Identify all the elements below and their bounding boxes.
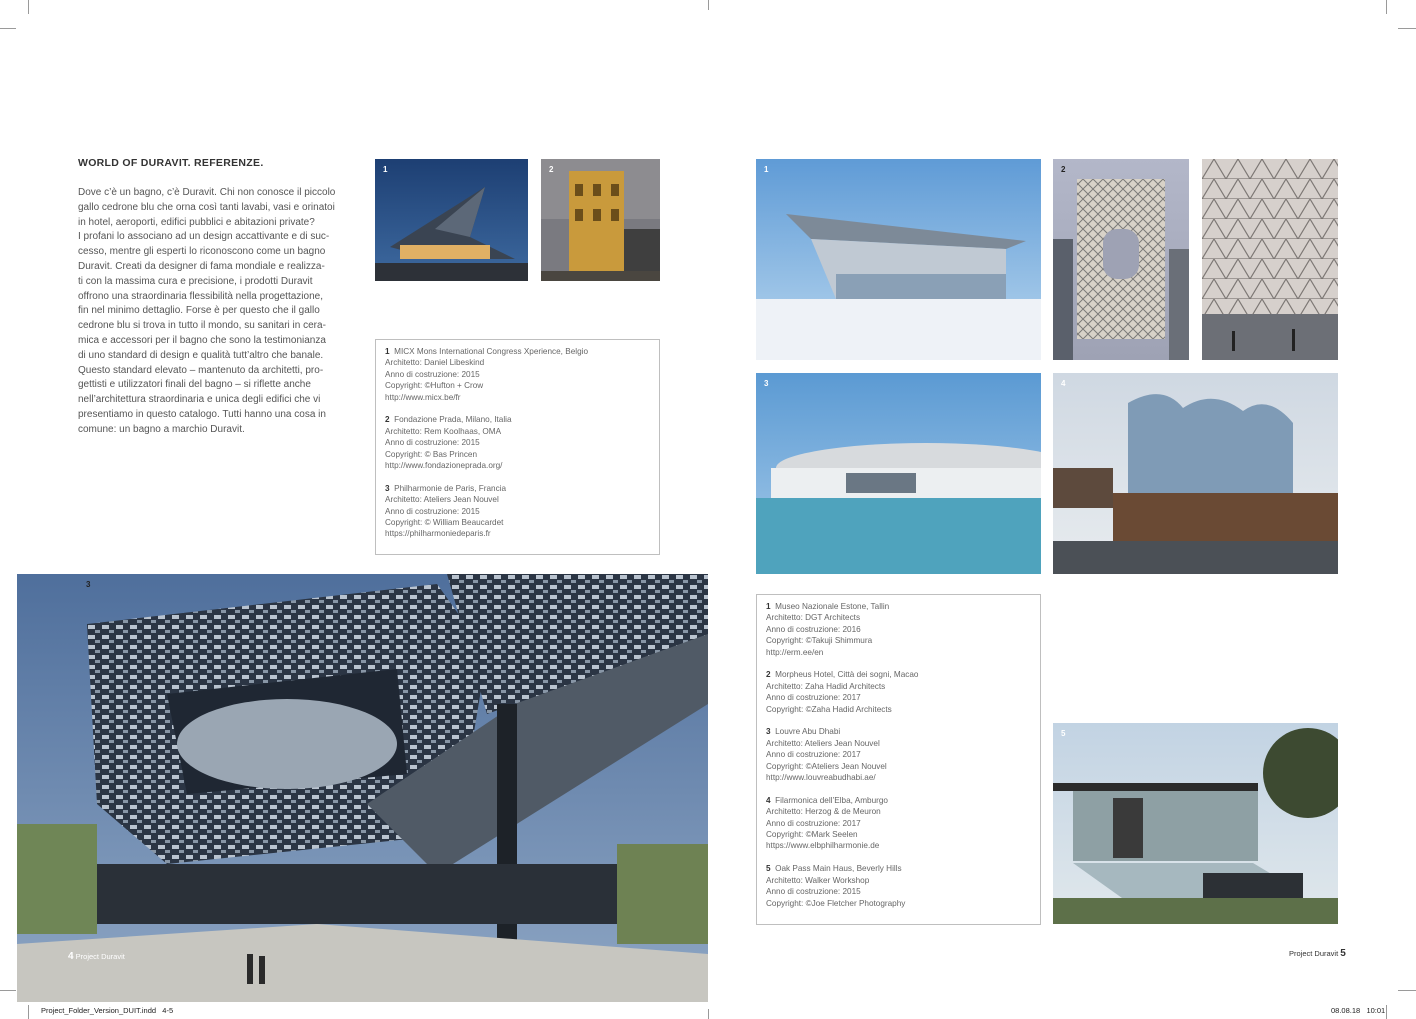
page-title: WORLD OF DURAVIT. REFERENZE. xyxy=(78,157,264,169)
photo-micx xyxy=(375,159,528,281)
crop-mark xyxy=(1398,990,1416,991)
photo-fondazione-prada xyxy=(541,159,660,281)
caption-box-right xyxy=(756,594,1041,925)
caption-item: 2 Morpheus Hotel, Città dei sogni, Macao Architetto: Zaha Hadid Architects Anno di costruzione: 2017 Copyright: ©Zaha Hadid Architects xyxy=(766,670,919,714)
page-folio-right: Project Duravit 5 xyxy=(1289,948,1346,959)
photo-number: 1 xyxy=(383,165,388,174)
crop-mark xyxy=(28,1005,29,1019)
photo-number: 3 xyxy=(86,580,91,589)
photo-number: 2 xyxy=(1061,165,1066,174)
footer-date: 08.08.18 10:01 xyxy=(1331,1006,1386,1015)
photo-museo-estone xyxy=(756,159,1041,360)
caption-item: 1 MICX Mons International Congress Xperience, Belgio Architetto: Daniel Libeskind Anno di costruzione: 2015 Copyright: ©Hufton + Crow http://www.micx.be/fr xyxy=(385,347,588,402)
crop-mark xyxy=(708,1009,709,1019)
caption-item: 3 Louvre Abu Dhabi Architetto: Ateliers Jean Nouvel Anno di costruzione: 2017 Copyright: ©Ateliers Jean Nouvel http://www.louvreabudhabi.ae/ xyxy=(766,727,887,783)
photo-number: 4 xyxy=(1061,379,1066,388)
photo-louvre-abu-dhabi xyxy=(756,373,1041,574)
photo-philharmonie xyxy=(17,574,708,1002)
caption-item: 2 Fondazione Prada, Milano, Italia Architetto: Rem Koolhaas, OMA Anno di costruzione: 2015 Copyright: © Bas Princen http://www.fondazioneprada.org/ xyxy=(385,415,512,471)
crop-mark xyxy=(0,28,16,29)
caption-item: 5 Oak Pass Main Haus, Beverly Hills Architetto: Walker Workshop Anno di costruzione: 2015 Copyright: ©Joe Fletcher Photography xyxy=(766,864,906,908)
crop-mark xyxy=(0,990,16,991)
photo-elbphilharmonie xyxy=(1053,373,1338,574)
photo-oak-pass-haus xyxy=(1053,723,1338,924)
footer-file-name: Project_Folder_Version_DUIT.indd 4-5 xyxy=(41,1006,174,1015)
crop-mark xyxy=(1386,1005,1387,1019)
caption-box-left xyxy=(375,339,660,555)
caption-item: 1 Museo Nazionale Estone, Tallin Architetto: DGT Architects Anno di costruzione: 2016 Copyright: ©Takuji Shimmura http://erm.ee/en xyxy=(766,602,890,657)
intro-text: Dove c’è un bagno, c’è Duravit. Chi non conosce il piccolo gallo cedrone blu che orna così tanti lavabi, vasi e orinatoi in hotel, aeroporti, edifici pubblici e abitazioni private? I profani lo associano ad un design accattivante e di suc- cesso, mentre gli esperti lo riconoscono come un bagno Duravit. Creati da designer di fama mondiale e realizza- ti con la massima cura e precisione, i prodotti Duravit offrono una straordinaria flessibilità nella progettazione, fin nel minimo dettaglio. Forse è per questo che il gallo cedrone blu si trova in tutto il mondo, su sanitari in cera- mica e accessori per il bagno che sono la testimonianza di uno standard di design e qualità tutt’altro che banale. Questo standard elevato – mantenuto da architetti, pro- gettisti e utilizzatori finali del bagno – si riflette anche nell’architettura straordinaria e unica degli edifici che vi presentiamo in questo catalogo. Tutti hanno una cosa in comune: un bagno a marchio Duravit. xyxy=(78,187,336,435)
caption-item: 4 Filarmonica dell’Elba, Amburgo Architetto: Herzog & de Meuron Anno di costruzione: 2017 Copyright: ©Mark Seelen https://www.elbphilharmonie.de xyxy=(766,795,888,851)
photo-number: 5 xyxy=(1061,729,1066,738)
page-folio-left: 4 Project Duravit xyxy=(68,951,125,962)
crop-mark xyxy=(1386,0,1387,14)
crop-mark xyxy=(1398,28,1416,29)
photo-morpheus-hotel xyxy=(1053,159,1189,360)
photo-number: 2 xyxy=(549,165,554,174)
photo-morpheus-detail xyxy=(1202,159,1338,360)
photo-number: 1 xyxy=(764,165,769,174)
caption-item: 3 Philharmonie de Paris, Francia Architetto: Ateliers Jean Nouvel Anno di costruzione: 2015 Copyright: © William Beaucardet https://philharmoniedeparis.fr xyxy=(385,483,507,539)
photo-number: 3 xyxy=(764,379,769,388)
crop-mark xyxy=(708,0,709,10)
crop-mark xyxy=(28,0,29,14)
